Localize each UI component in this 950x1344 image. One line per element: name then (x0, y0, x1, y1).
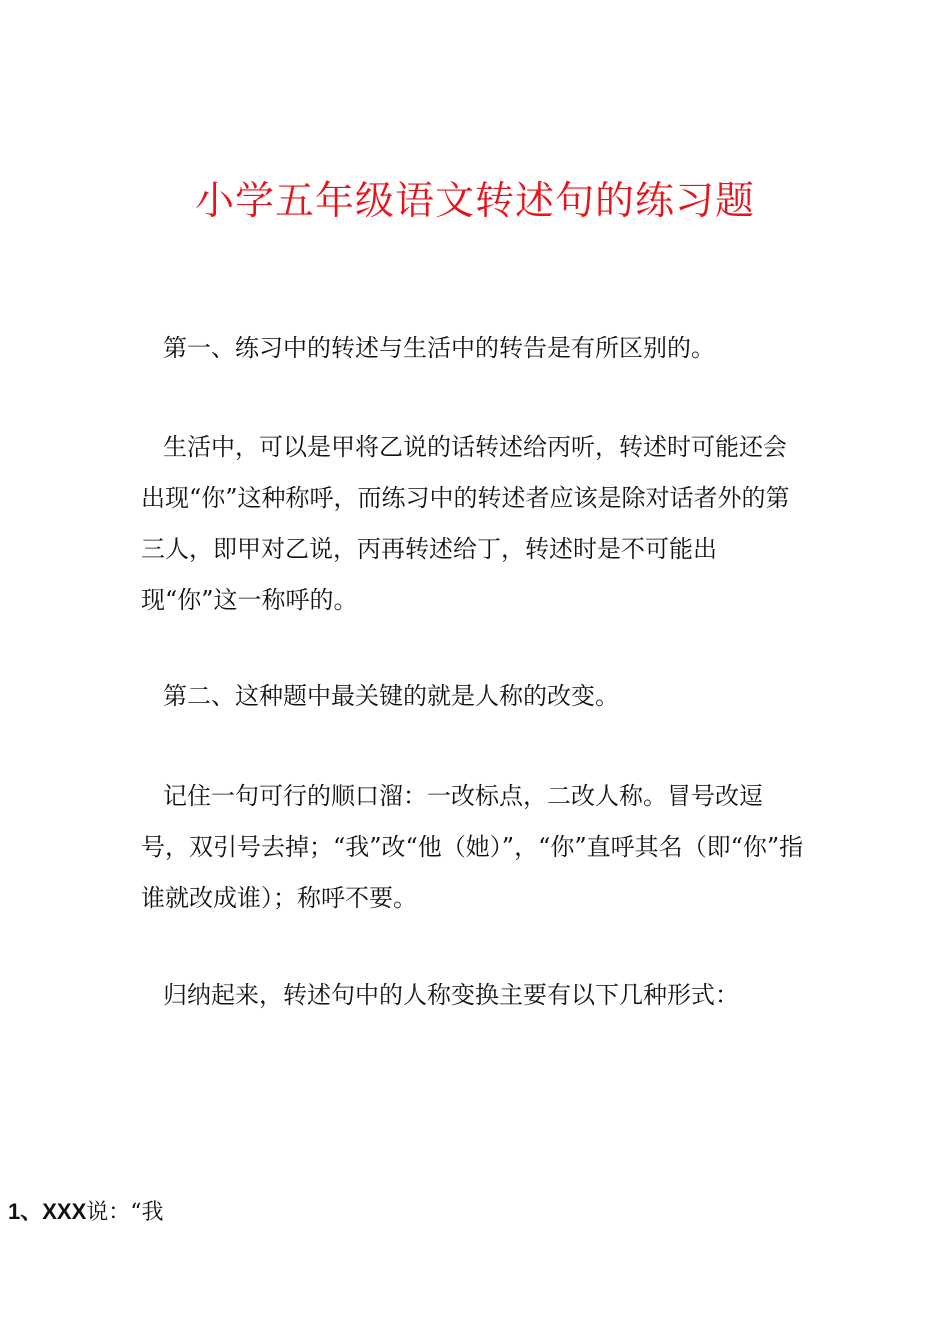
paragraph-4: 记住一句可行的顺口溜：一改标点，二改人称。冒号改逗号，双引号去掉；“我”改“他（她）”，“你”直呼其名（即“你”指谁就改成谁）；称呼不要。 (141, 782, 804, 912)
paragraph-3: 第二、这种题中最关键的就是人称的改变。 (163, 682, 619, 710)
document-title: 小学五年级语文转述句的练习题 (194, 179, 755, 224)
list-item-number: 1、XXX (8, 1199, 87, 1224)
paragraph-1: 第一、练习中的转述与生活中的转告是有所区别的。 (163, 334, 715, 362)
paragraph-5: 归纳起来，转述句中的人称变换主要有以下几种形式： (163, 981, 739, 1009)
list-item-text: 说：“我 (86, 1200, 164, 1225)
paragraph-2: 生活中，可以是甲将乙说的话转述给丙听，转述时可能还会出现“你”这种称呼，而练习中的转述者应该是除对话者外的第三人，即甲对乙说，丙再转述给丁，转述时是不可能出现“你”这一称呼的。 (141, 433, 790, 614)
list-item-1 (8, 1190, 164, 1235)
